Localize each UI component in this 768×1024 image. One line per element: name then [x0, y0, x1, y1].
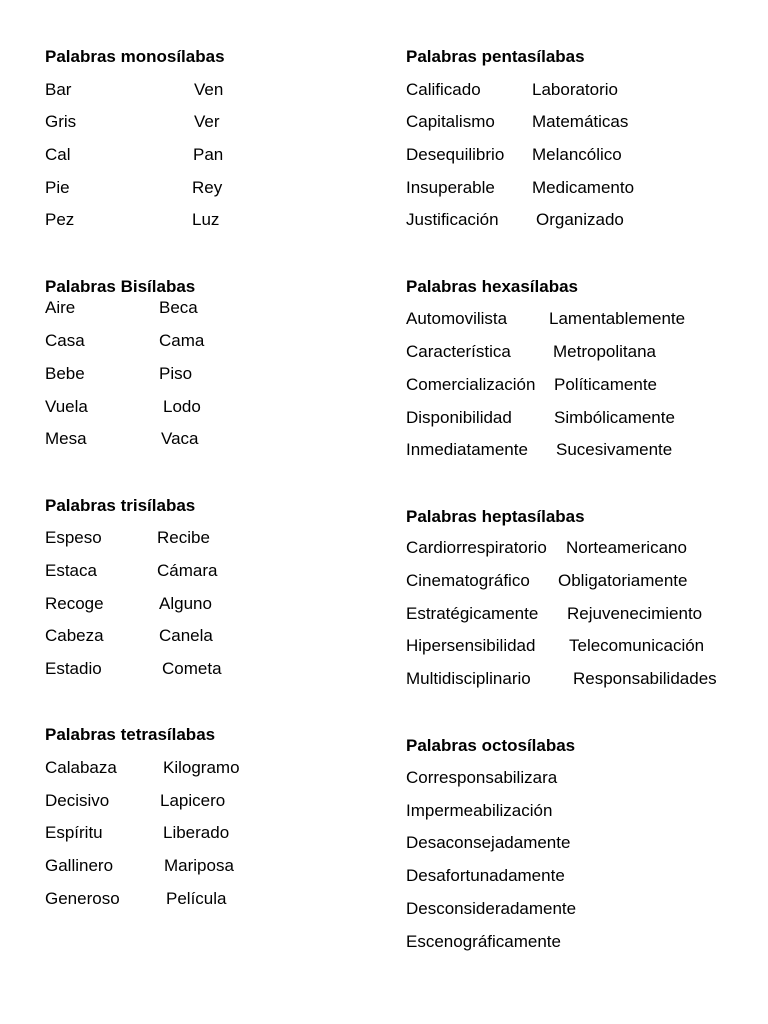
- word: Melancólico: [532, 145, 622, 164]
- section-heading: Palabras tetrasílabas: [45, 725, 216, 744]
- word: Bar: [45, 80, 72, 99]
- word: Cama: [159, 331, 205, 350]
- word: Norteamericano: [566, 538, 687, 557]
- word: Telecomunicación: [569, 636, 705, 655]
- word: Cometa: [162, 659, 222, 678]
- word: Pez: [45, 210, 75, 229]
- word: Obligatoriamente: [558, 571, 688, 590]
- word: Mesa: [45, 429, 87, 448]
- word: Bebe: [45, 364, 85, 383]
- word: Beca: [159, 298, 198, 317]
- word: Recibe: [157, 528, 210, 547]
- section-heading: Palabras octosílabas: [406, 736, 576, 755]
- word: Multidisciplinario: [406, 669, 531, 688]
- section-heading: Palabras trisílabas: [45, 496, 196, 515]
- word: Desafortunadamente: [406, 866, 565, 885]
- word: Alguno: [159, 594, 212, 613]
- word: Estaca: [45, 561, 97, 580]
- word: Decisivo: [45, 791, 110, 810]
- word: Piso: [159, 364, 193, 383]
- word: Metropolitana: [553, 342, 657, 361]
- word: Espíritu: [45, 823, 103, 842]
- word: Rey: [192, 178, 223, 197]
- word: Película: [166, 889, 227, 908]
- word: Característica: [406, 342, 511, 361]
- word: Automovilista: [406, 309, 508, 328]
- word: Espeso: [45, 528, 102, 547]
- word: Responsabilidades: [573, 669, 717, 688]
- word: Disponibilidad: [406, 408, 512, 427]
- word: Desaconsejadamente: [406, 833, 571, 852]
- word: Estratégicamente: [406, 604, 539, 623]
- word: Vaca: [161, 429, 199, 448]
- word: Inmediatamente: [406, 440, 528, 459]
- word: Pan: [193, 145, 224, 164]
- section-heading: Palabras hexasílabas: [406, 277, 579, 296]
- word: Calabaza: [45, 758, 117, 777]
- word: Hipersensibilidad: [406, 636, 536, 655]
- word: Aire: [45, 298, 76, 317]
- word: Simbólicamente: [554, 408, 675, 427]
- word: Calificado: [406, 80, 481, 99]
- word: Comercialización: [406, 375, 536, 394]
- word: Lodo: [163, 397, 201, 416]
- word: Liberado: [163, 823, 230, 842]
- word: Rejuvenecimiento: [567, 604, 703, 623]
- word: Cal: [45, 145, 71, 164]
- section-heading: Palabras monosílabas: [45, 47, 225, 66]
- word: Insuperable: [406, 178, 495, 197]
- word: Desequilibrio: [406, 145, 505, 164]
- word: Lapicero: [160, 791, 226, 810]
- word: Laboratorio: [532, 80, 619, 99]
- word: Justificación: [406, 210, 499, 229]
- section-heading: Palabras heptasílabas: [406, 507, 585, 526]
- word: Cámara: [157, 561, 218, 580]
- word: Cabeza: [45, 626, 104, 645]
- word: Casa: [45, 331, 85, 350]
- word: Políticamente: [554, 375, 657, 394]
- word: Generoso: [45, 889, 120, 908]
- section-heading: Palabras pentasílabas: [406, 47, 585, 66]
- word: Matemáticas: [532, 112, 629, 131]
- word: Vuela: [45, 397, 88, 416]
- word: Pie: [45, 178, 70, 197]
- word: Kilogramo: [163, 758, 240, 777]
- word: Gallinero: [45, 856, 114, 875]
- word: Corresponsabilizara: [406, 768, 558, 787]
- word: Organizado: [536, 210, 624, 229]
- word: Mariposa: [164, 856, 234, 875]
- word: Recoge: [45, 594, 104, 613]
- word: Estadio: [45, 659, 102, 678]
- word: Ven: [194, 80, 224, 99]
- word: Capitalismo: [406, 112, 495, 131]
- word: Canela: [159, 626, 213, 645]
- word: Medicamento: [532, 178, 635, 197]
- word: Cardiorrespiratorio: [406, 538, 547, 557]
- word: Escenográficamente: [406, 932, 561, 951]
- word: Desconsideradamente: [406, 899, 577, 918]
- word: Lamentablemente: [549, 309, 686, 328]
- word: Luz: [192, 210, 220, 229]
- word: Cinematográfico: [406, 571, 530, 590]
- word: Sucesivamente: [556, 440, 673, 459]
- section-heading: Palabras Bisílabas: [45, 277, 196, 296]
- word: Impermeabilización: [406, 801, 553, 820]
- word: Gris: [45, 112, 77, 131]
- word: Ver: [194, 112, 220, 131]
